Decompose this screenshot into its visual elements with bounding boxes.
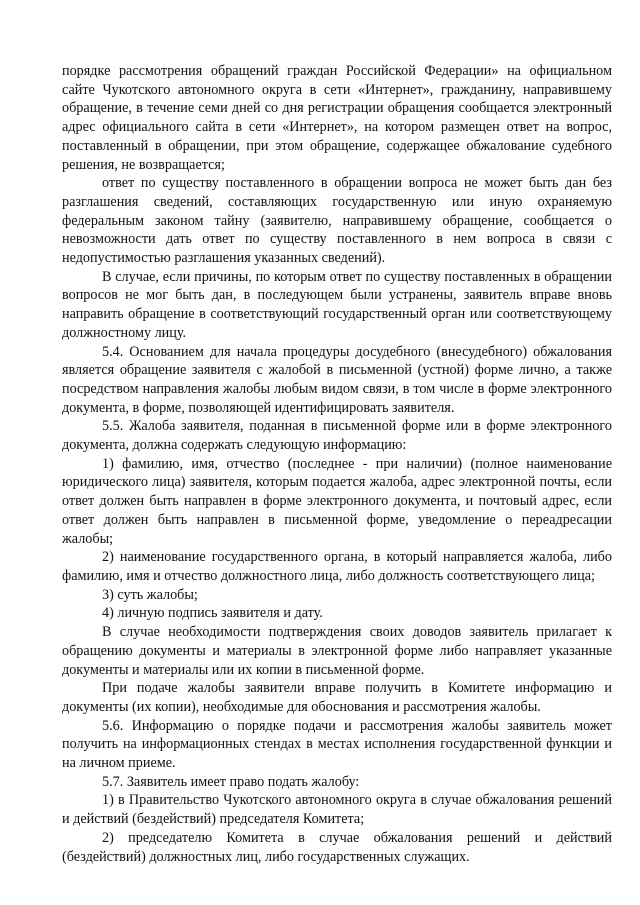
list-item-5-5-4: 4) личную подпись заявителя и дату. [102, 605, 323, 622]
paragraph-no-answer-secret: ответ по существу поставленного в обращении вопроса не может быть дан без разглашения сведений, составляющих государственную или иную охраняемую федеральным законом тайну (заявителю, направившему обращение, сообщается о невозможности дать ответ по существу поставленного в нем вопроса в связи с недопустимостью разглашения указанных сведений). [62, 175, 612, 267]
list-item-5-5-2: 2) наименование государственного органа, в который направляется жалоба, либо фамилию, имя и отчество должностного лица, либо должность соответствующего лица; [62, 549, 612, 584]
paragraph-obtain-information: При подаче жалобы заявители вправе получить в Комитете информацию и документы (их копии), необходимые для обоснования и рассмотрения жалобы. [62, 680, 612, 715]
paragraph-reasons-eliminated: В случае, если причины, по которым ответ по существу поставленных в обращении вопросов не мог быть дан, в последующем были устранены, заявитель вправе вновь направить обращение в соответствующий государственный орган или соответствующему должностному лицу. [62, 268, 612, 341]
paragraph-continuation: порядке рассмотрения обращений граждан Российской Федерации» на официальном сайте Чукотского автономного округа в сети «Интернет», гражданину, направившему обращение, в течение семи дней со дня регистрации обращения сообщается электронный адрес официального сайта в сети «Интернет», на котором размещен ответ на вопрос, поставленный в обращении, при этом обращение, содержащее обжалование судебного решения, не возвращается; [62, 63, 612, 173]
paragraph-5-6: 5.6. Информацию о порядке подачи и рассмотрения жалобы заявитель может получить на информационных стендах в местах исполнения государственной функции и на личном приеме. [62, 717, 612, 772]
paragraph-5-4: 5.4. Основанием для начала процедуры досудебного (внесудебного) обжалования является обращение заявителя с жалобой в письменной (устной) форме лично, а также посредством направления жалобы любым видом связи, в том числе в форме электронного документа, в форме, позволяющей идентифицировать заявителя. [62, 343, 612, 416]
paragraph-supporting-documents: В случае необходимости подтверждения своих доводов заявитель прилагает к обращению документы и материалы в электронной форме либо направляет указанные документы и материалы или их копии в письменной форме. [62, 624, 612, 678]
list-item-5-5-3: 3) суть жалобы; [102, 586, 198, 603]
list-item-5-7-2: 2) председателю Комитета в случае обжалования решений и действий (бездействий) должностных лиц, либо государственных служащих. [62, 829, 612, 865]
paragraph-5-5: 5.5. Жалоба заявителя, поданная в письменной форме или в форме электронного документа, должна содержать следующую информацию: [62, 418, 612, 454]
paragraph-5-7: 5.7. Заявитель имеет право подать жалобу: [102, 773, 360, 790]
list-item-5-5-1: 1) фамилию, имя, отчество (последнее - при наличии) (полное наименование юридического лица) заявителя, которым подается жалоба, адрес электронной почты, если ответ должен быть направлен в форме электронного документа, и почтовый адрес, если ответ должен быть направлен в письменной форме, уведомление о переадресации жалобы; [62, 455, 612, 547]
list-item-5-7-1: 1) в Правительство Чукотского автономного округа в случае обжалования решений и действий (бездействий) председателя Комитета; [62, 792, 612, 828]
